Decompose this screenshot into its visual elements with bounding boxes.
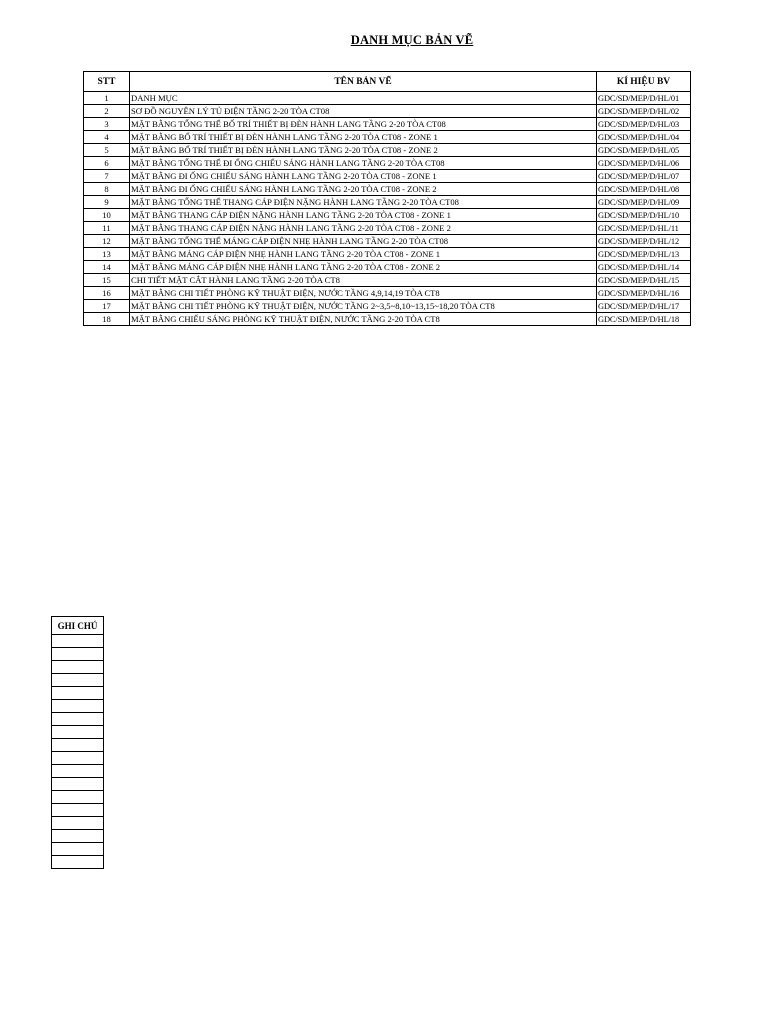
- drawing-code-cell: GDC/SD/MEP/D/HL/02: [597, 105, 691, 118]
- drawing-code-cell: GDC/SD/MEP/D/HL/17: [597, 300, 691, 313]
- table-row: [84, 170, 691, 183]
- row-number-cell: 12: [84, 235, 130, 248]
- notes-cell: [52, 700, 104, 713]
- row-number-cell: 2: [84, 105, 130, 118]
- notes-row: [52, 778, 104, 791]
- notes-row: [52, 635, 104, 648]
- table-row: [84, 248, 691, 261]
- drawing-name-cell: MẶT BẰNG BỐ TRÍ THIẾT BỊ ĐÈN HÀNH LANG TẦNG 2-20 TÒA CT08 - ZONE 2: [130, 144, 597, 157]
- row-number-cell: 5: [84, 144, 130, 157]
- notes-row: [52, 687, 104, 700]
- notes-cell: [52, 843, 104, 856]
- notes-cell: [52, 726, 104, 739]
- header-drawing-code: KÍ HIỆU BV: [597, 72, 691, 92]
- notes-cell: [52, 687, 104, 700]
- table-header-row: [84, 72, 691, 92]
- drawing-code-cell: GDC/SD/MEP/D/HL/16: [597, 287, 691, 300]
- drawing-code-cell: GDC/SD/MEP/D/HL/14: [597, 261, 691, 274]
- drawing-code-cell: GDC/SD/MEP/D/HL/05: [597, 144, 691, 157]
- notes-row: [52, 791, 104, 804]
- table-row: [84, 209, 691, 222]
- drawing-name-cell: MẶT BẰNG TỔNG THỂ MÁNG CÁP ĐIỆN NHẸ HÀNH LANG TẦNG 2-20 TÒA CT08: [130, 235, 597, 248]
- row-number-cell: 18: [84, 313, 130, 326]
- drawing-name-cell: MẶT BẰNG ĐI ỐNG CHIẾU SÁNG HÀNH LANG TẦNG 2-20 TÒA CT08 - ZONE 1: [130, 170, 597, 183]
- drawing-code-cell: GDC/SD/MEP/D/HL/03: [597, 118, 691, 131]
- notes-header-row: [52, 617, 104, 635]
- row-number-cell: 11: [84, 222, 130, 235]
- row-number-cell: 6: [84, 157, 130, 170]
- notes-cell: [52, 674, 104, 687]
- notes-cell: [52, 713, 104, 726]
- notes-row: [52, 765, 104, 778]
- drawing-code-cell: GDC/SD/MEP/D/HL/01: [597, 92, 691, 105]
- drawing-code-cell: GDC/SD/MEP/D/HL/13: [597, 248, 691, 261]
- drawing-name-cell: MẶT BẰNG THANG CÁP ĐIỆN NẶNG HÀNH LANG TẦNG 2-20 TÒA CT08 - ZONE 1: [130, 209, 597, 222]
- table-row: [84, 261, 691, 274]
- drawing-name-cell: MẶT BẰNG MÁNG CÁP ĐIỆN NHẸ HÀNH LANG TẦNG 2-20 TÒA CT08 - ZONE 1: [130, 248, 597, 261]
- row-number-cell: 13: [84, 248, 130, 261]
- notes-cell: [52, 804, 104, 817]
- notes-row: [52, 817, 104, 830]
- drawing-name-cell: MẶT BẰNG BỐ TRÍ THIẾT BỊ ĐÈN HÀNH LANG TẦNG 2-20 TÒA CT08 - ZONE 1: [130, 131, 597, 144]
- drawing-name-cell: CHI TIẾT MẶT CẮT HÀNH LANG TẦNG 2-20 TÒA CT8: [130, 274, 597, 287]
- drawing-code-cell: GDC/SD/MEP/D/HL/08: [597, 183, 691, 196]
- notes-row: [52, 700, 104, 713]
- notes-row: [52, 752, 104, 765]
- notes-cell: [52, 739, 104, 752]
- drawing-code-cell: GDC/SD/MEP/D/HL/09: [597, 196, 691, 209]
- notes-cell: [52, 648, 104, 661]
- drawing-name-cell: MẶT BẰNG TỔNG THỂ ĐI ỐNG CHIẾU SÁNG HÀNH LANG TẦNG 2-20 TÒA CT08: [130, 157, 597, 170]
- notes-row: [52, 648, 104, 661]
- row-number-cell: 8: [84, 183, 130, 196]
- notes-row: [52, 713, 104, 726]
- row-number-cell: 17: [84, 300, 130, 313]
- document-title: DANH MỤC BẢN VẼ: [350, 33, 474, 47]
- table-row: [84, 287, 691, 300]
- drawing-code-cell: GDC/SD/MEP/D/HL/12: [597, 235, 691, 248]
- drawing-name-cell: DANH MỤC: [130, 92, 597, 105]
- table-row: [84, 274, 691, 287]
- notes-cell: [52, 778, 104, 791]
- row-number-cell: 3: [84, 118, 130, 131]
- table-row: [84, 131, 691, 144]
- row-number-cell: 10: [84, 209, 130, 222]
- drawing-code-cell: GDC/SD/MEP/D/HL/04: [597, 131, 691, 144]
- notes-row: [52, 856, 104, 869]
- table-row: [84, 300, 691, 313]
- notes-table: [51, 616, 104, 869]
- table-row: [84, 222, 691, 235]
- row-number-cell: 1: [84, 92, 130, 105]
- drawing-name-cell: MẶT BẰNG TỔNG THỂ THANG CÁP ĐIỆN NẶNG HÀNH LANG TẦNG 2-20 TÒA CT08: [130, 196, 597, 209]
- table-row: [84, 105, 691, 118]
- notes-row: [52, 661, 104, 674]
- notes-cell: [52, 830, 104, 843]
- table-row: [84, 118, 691, 131]
- notes-row: [52, 843, 104, 856]
- notes-cell: [52, 765, 104, 778]
- header-drawing-name: TÊN BẢN VẼ: [130, 72, 597, 92]
- table-row: [84, 183, 691, 196]
- table-row: [84, 144, 691, 157]
- drawing-name-cell: MẶT BẰNG MÁNG CÁP ĐIỆN NHẸ HÀNH LANG TẦNG 2-20 TÒA CT08 - ZONE 2: [130, 261, 597, 274]
- table-row: [84, 92, 691, 105]
- drawing-code-cell: GDC/SD/MEP/D/HL/18: [597, 313, 691, 326]
- notes-cell: [52, 635, 104, 648]
- notes-row: [52, 830, 104, 843]
- drawing-code-cell: GDC/SD/MEP/D/HL/15: [597, 274, 691, 287]
- drawing-code-cell: GDC/SD/MEP/D/HL/11: [597, 222, 691, 235]
- drawing-name-cell: MẶT BẰNG TỔNG THỂ BỐ TRÍ THIẾT BỊ ĐÈN HÀNH LANG TẦNG 2-20 TÒA CT08: [130, 118, 597, 131]
- row-number-cell: 15: [84, 274, 130, 287]
- notes-cell: [52, 817, 104, 830]
- drawing-name-cell: MẶT BẰNG THANG CÁP ĐIỆN NẶNG HÀNH LANG TẦNG 2-20 TÒA CT08 - ZONE 2: [130, 222, 597, 235]
- notes-cell: [52, 661, 104, 674]
- notes-header: GHI CHÚ: [52, 617, 104, 635]
- notes-row: [52, 726, 104, 739]
- drawing-name-cell: SƠ ĐỒ NGUYÊN LÝ TỦ ĐIỆN TẦNG 2-20 TÒA CT08: [130, 105, 597, 118]
- row-number-cell: 9: [84, 196, 130, 209]
- drawing-name-cell: MẶT BẰNG CHI TIẾT PHÒNG KỸ THUẬT ĐIỆN, NƯỚC TẦNG 2~3,5~8,10~13,15~18,20 TÒA CT8: [130, 300, 597, 313]
- table-row: [84, 235, 691, 248]
- drawing-name-cell: MẶT BẰNG CHI TIẾT PHÒNG KỸ THUẬT ĐIỆN, NƯỚC TẦNG 4,9,14,19 TÒA CT8: [130, 287, 597, 300]
- notes-row: [52, 739, 104, 752]
- drawing-list-table: [83, 71, 691, 326]
- row-number-cell: 16: [84, 287, 130, 300]
- table-row: [84, 196, 691, 209]
- notes-row: [52, 804, 104, 817]
- drawing-code-cell: GDC/SD/MEP/D/HL/10: [597, 209, 691, 222]
- table-row: [84, 157, 691, 170]
- table-row: [84, 313, 691, 326]
- row-number-cell: 4: [84, 131, 130, 144]
- notes-cell: [52, 856, 104, 869]
- notes-cell: [52, 791, 104, 804]
- drawing-code-cell: GDC/SD/MEP/D/HL/07: [597, 170, 691, 183]
- header-stt: STT: [84, 72, 130, 92]
- drawing-code-cell: GDC/SD/MEP/D/HL/06: [597, 157, 691, 170]
- notes-row: [52, 674, 104, 687]
- drawing-name-cell: MẶT BẰNG ĐI ỐNG CHIẾU SÁNG HÀNH LANG TẦNG 2-20 TÒA CT08 - ZONE 2: [130, 183, 597, 196]
- row-number-cell: 7: [84, 170, 130, 183]
- row-number-cell: 14: [84, 261, 130, 274]
- notes-cell: [52, 752, 104, 765]
- drawing-name-cell: MẶT BẰNG CHIẾU SÁNG PHÒNG KỸ THUẬT ĐIỆN, NƯỚC TẦNG 2-20 TÒA CT8: [130, 313, 597, 326]
- notes-rows: [52, 635, 104, 869]
- drawing-rows: [84, 92, 691, 326]
